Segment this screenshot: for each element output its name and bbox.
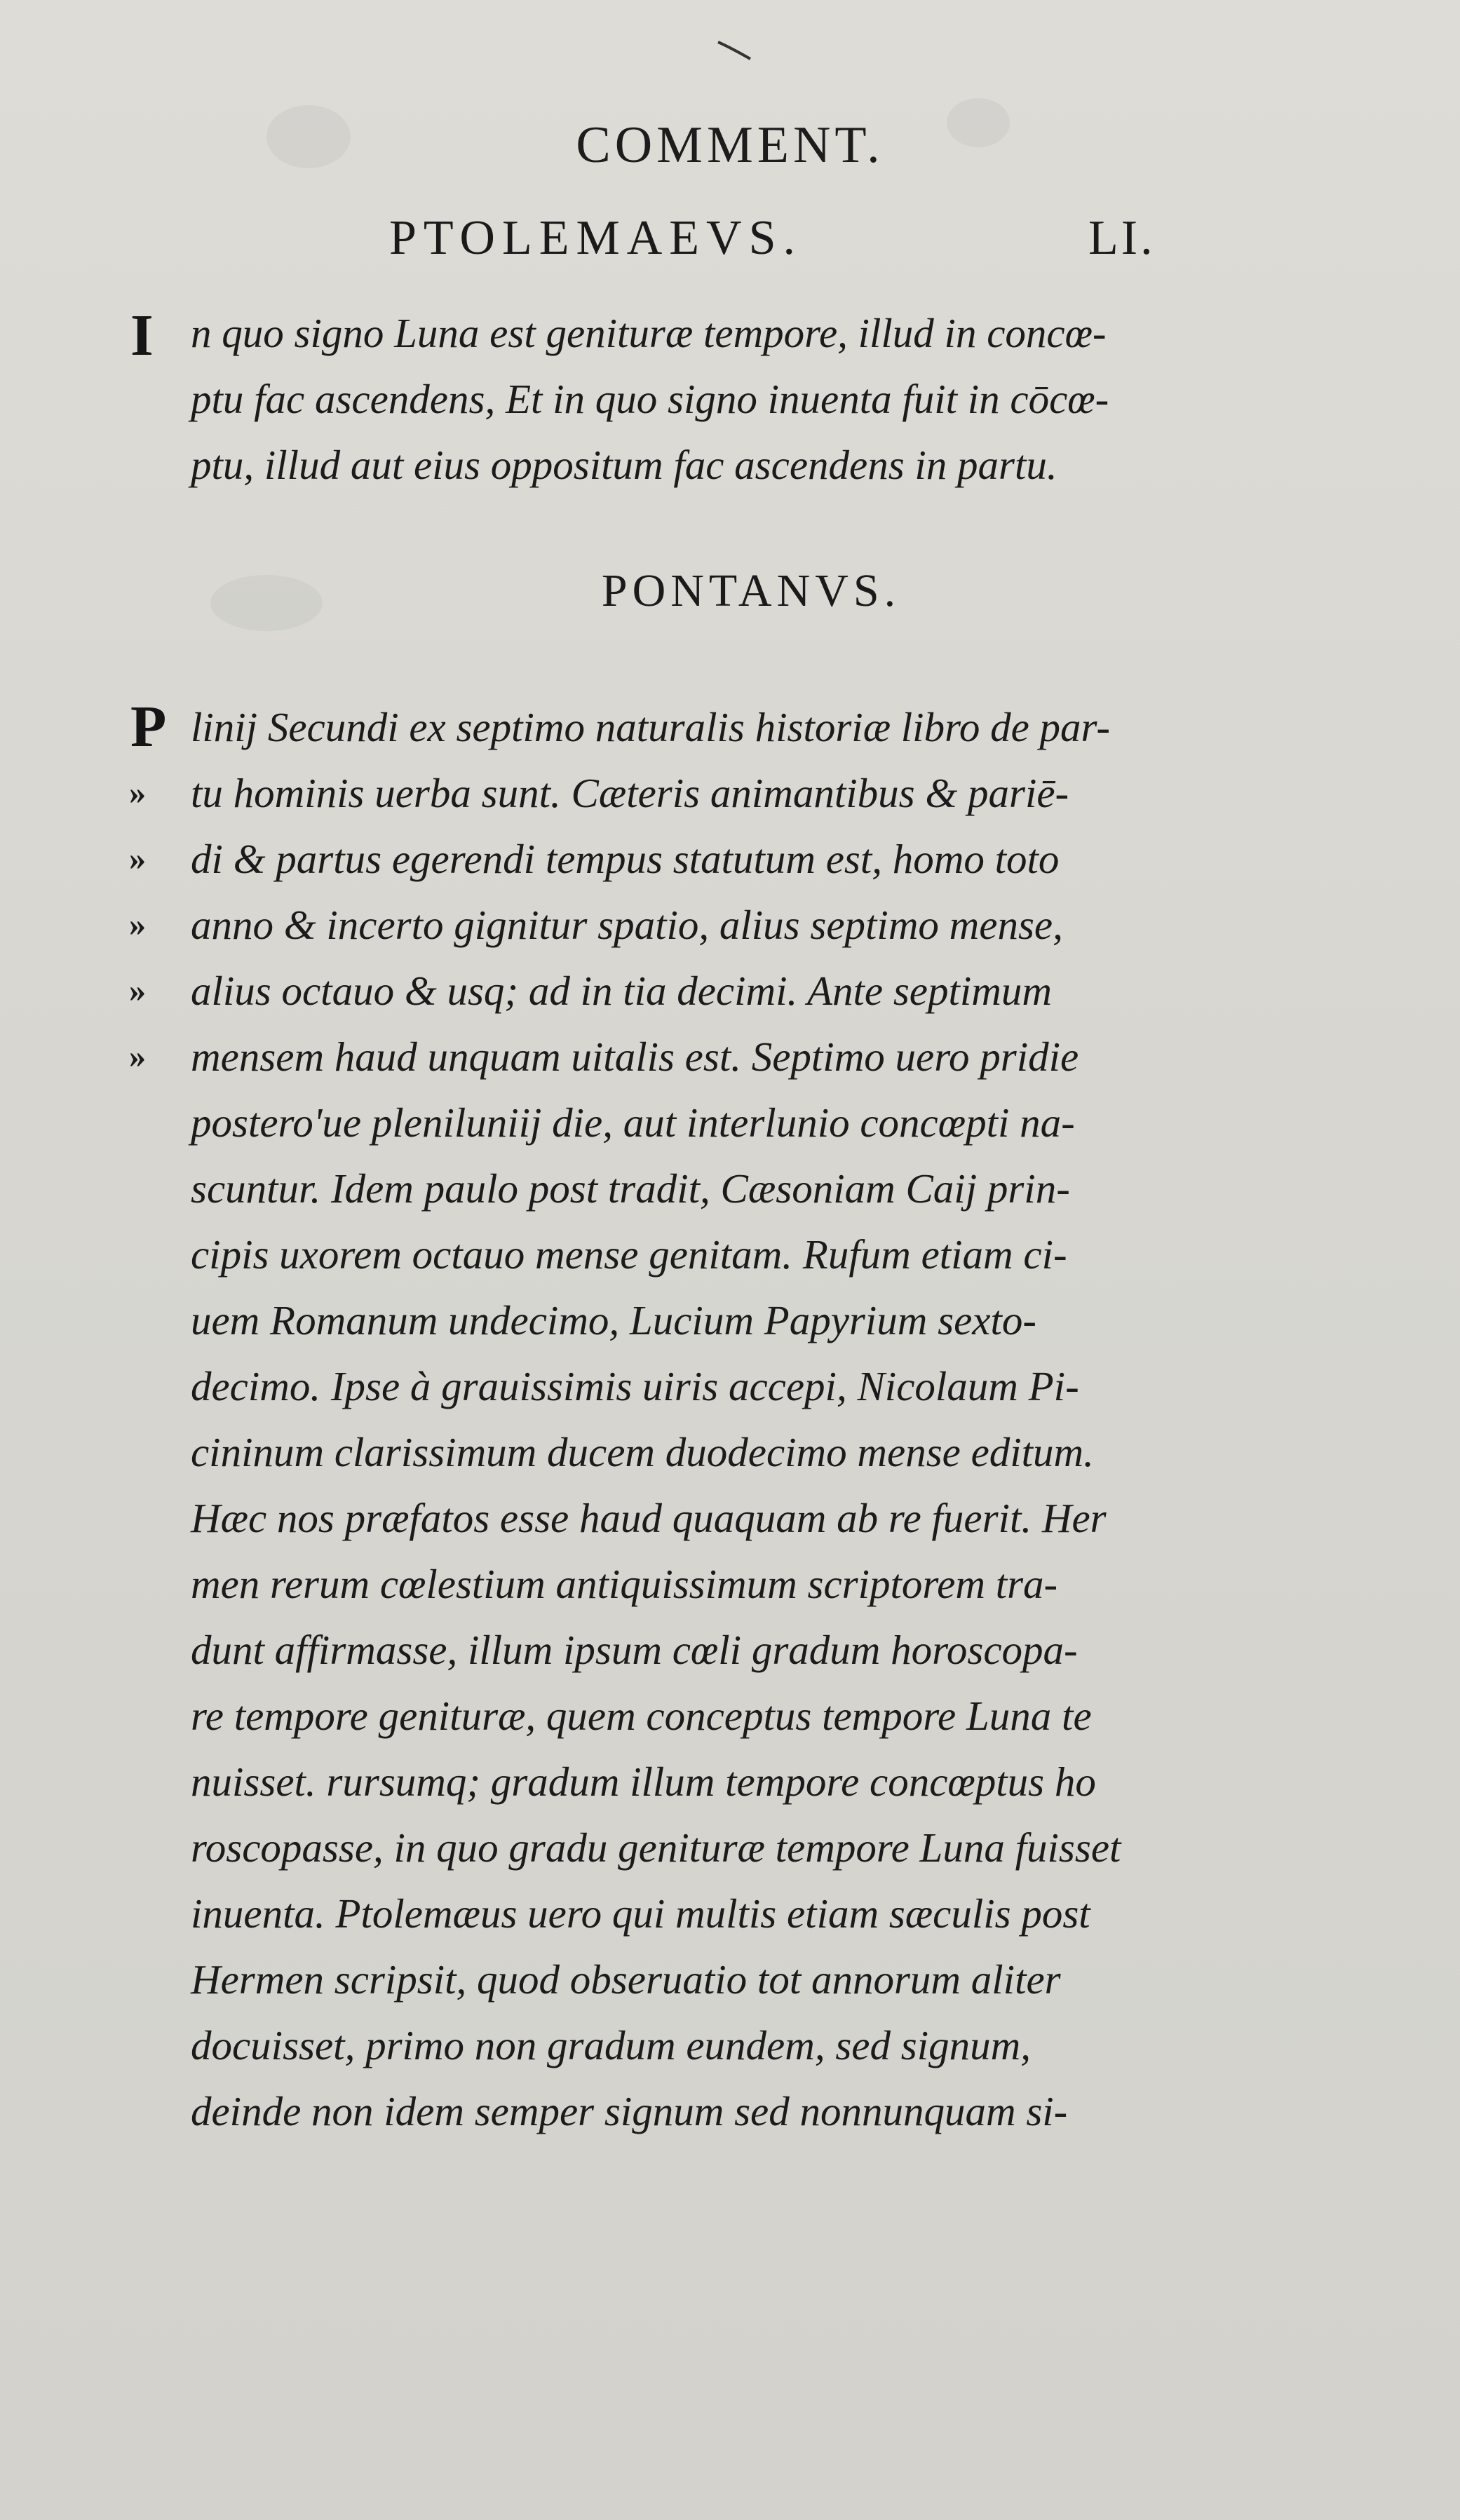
text-line: re tempore genituræ, quem conceptus tempore Luna te — [191, 1693, 1092, 1739]
text-line: men rerum cœlestium antiquissimum scriptorem tra- — [191, 1561, 1058, 1607]
pontanus-title: PONTANVS. — [601, 565, 901, 616]
section-number: LI. — [1088, 211, 1156, 265]
text-line: tu hominis uerba sunt. Cæteris animantibus & pariē- — [191, 770, 1069, 816]
section-title: PTOLEMAEVS. — [389, 211, 803, 265]
quote-mark: » — [129, 774, 146, 811]
text-line: dunt affirmasse, illum ipsum cœli gradum horoscopa- — [191, 1627, 1078, 1673]
quote-mark: » — [129, 840, 146, 877]
running-head: COMMENT. — [576, 116, 884, 174]
text-line: alius octauo & usq; ad in tia decimi. Ante septimum — [191, 968, 1052, 1014]
text-line: n quo signo Luna est genituræ tempore, illud in concœ- — [191, 310, 1107, 356]
text-line: nuisset. rursumq; gradum illum tempore concœptus ho — [191, 1759, 1096, 1805]
quote-mark: » — [129, 1038, 146, 1075]
text-line: mensem haud unquam uitalis est. Septimo uero pridie — [191, 1034, 1079, 1080]
ptolemaeus-text — [191, 300, 1327, 498]
text-line: linij Secundi ex septimo naturalis historiæ libro de par- — [191, 704, 1110, 750]
pontanus-initial: P — [130, 694, 167, 759]
quote-mark: » — [129, 906, 146, 943]
text-line: ptu fac ascendens, Et in quo signo inuenta fuit in cōcœ- — [191, 376, 1109, 422]
quote-mark: » — [129, 972, 146, 1009]
text-line: scuntur. Idem paulo post tradit, Cæsoniam Caij prin- — [191, 1165, 1070, 1212]
section-header — [0, 210, 1460, 280]
ink-mark — [715, 35, 755, 63]
text-line: cipis uxorem octauo mense genitam. Rufum etiam ci- — [191, 1231, 1067, 1278]
pontanus-text — [191, 694, 1327, 2144]
text-line: ptu, illud aut eius oppositum fac ascendens in partu. — [191, 442, 1057, 488]
text-line: anno & incerto gignitur spatio, alius septimo mense, — [191, 902, 1063, 948]
text-line: cininum clarissimum ducem duodecimo mense editum. — [191, 1429, 1094, 1475]
text-line: roscopasse, in quo gradu genituræ tempore Luna fuisset — [191, 1824, 1121, 1871]
text-line: decimo. Ipse à grauissimis uiris accepi, Nicolaum Pi- — [191, 1363, 1079, 1409]
text-line: deinde non idem semper signum sed nonnunquam si- — [191, 2088, 1068, 2134]
text-line: inuenta. Ptolemæus uero qui multis etiam sæculis post — [191, 1890, 1090, 1937]
text-line: uem Romanum undecimo, Lucium Papyrium sexto- — [191, 1297, 1036, 1343]
text-line: docuisset, primo non gradum eundem, sed signum, — [191, 2022, 1031, 2068]
text-line: Hæc nos præfatos esse haud quaquam ab re fuerit. Her — [191, 1495, 1107, 1541]
ptolemaeus-initial: I — [130, 303, 154, 368]
text-line: postero'ue pleniluniij die, aut interlunio concœpti na- — [191, 1099, 1075, 1146]
text-line: di & partus egerendi tempus statutum est, homo toto — [191, 836, 1060, 882]
text-line: Hermen scripsit, quod obseruatio tot annorum aliter — [191, 1956, 1061, 2003]
